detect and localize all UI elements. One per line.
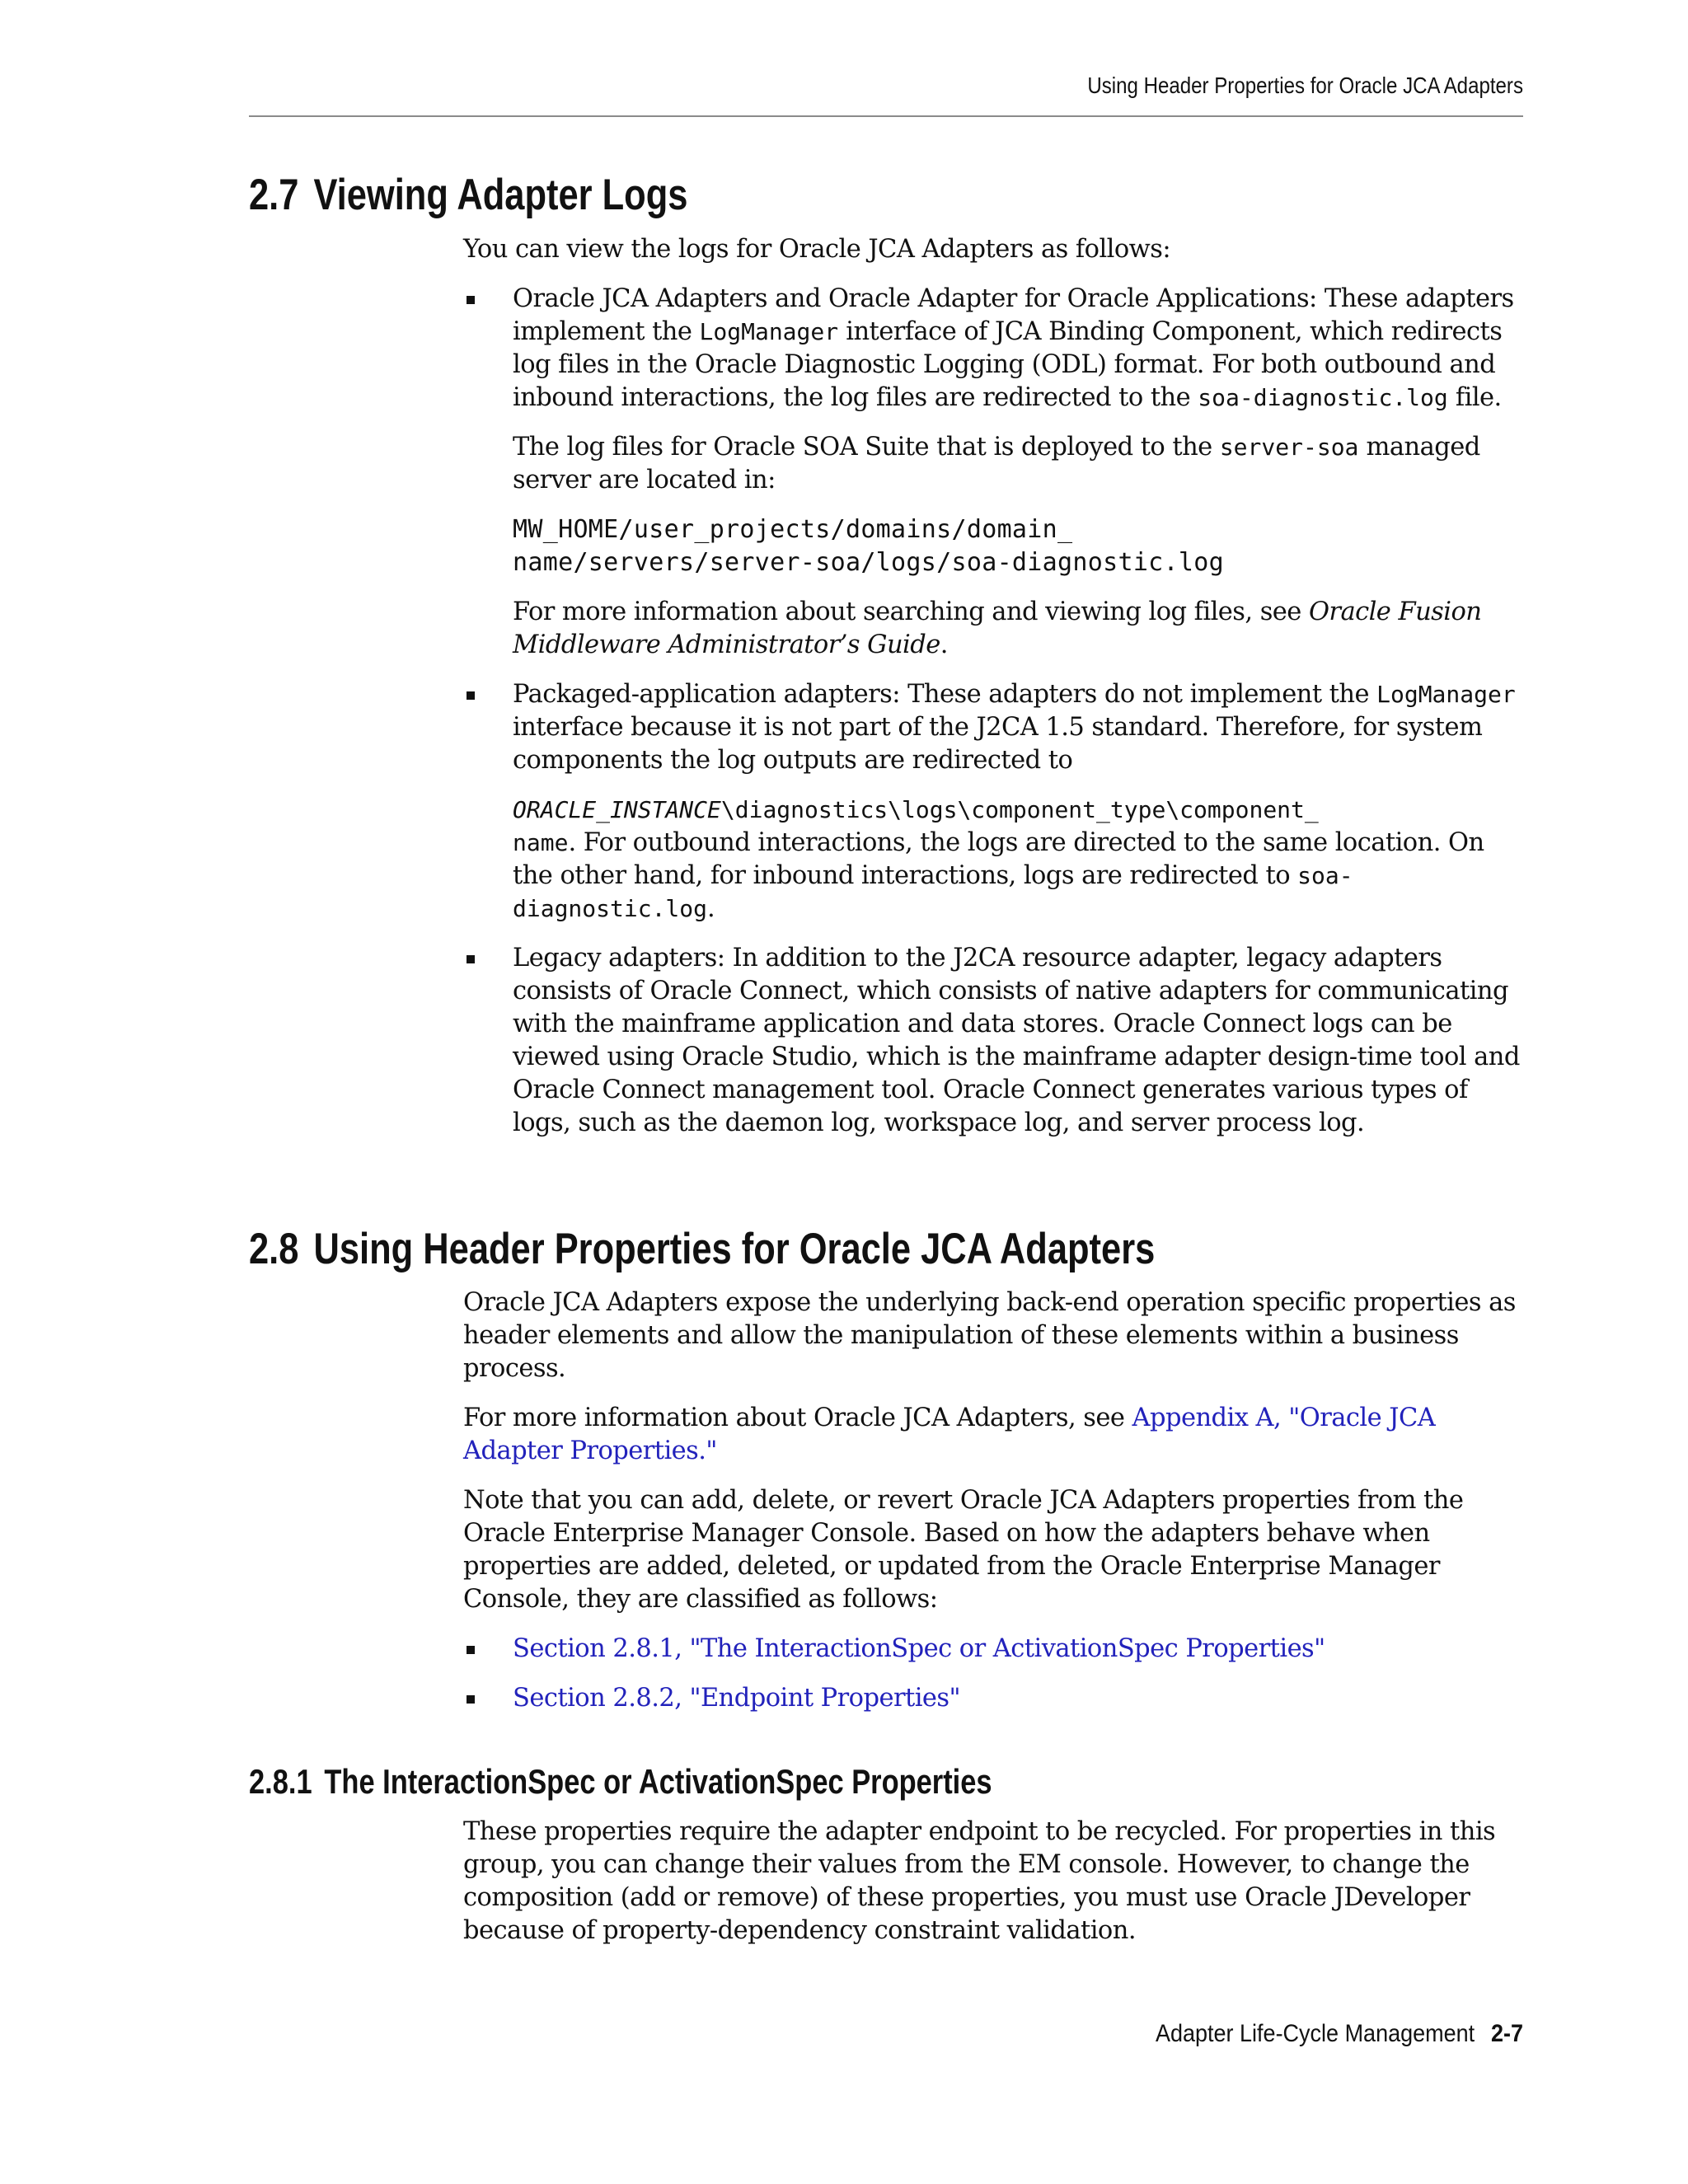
code-oracle-instance: ORACLE_INSTANCE	[513, 796, 721, 823]
section-title: Viewing Adapter Logs	[313, 171, 688, 219]
code-logmanager: LogManager	[1376, 681, 1516, 708]
log-location-paragraph: The log files for Oracle SOA Suite that is deployed to the server-soa managed server are located in:	[513, 433, 1480, 494]
section-2-8-1-link[interactable]: Section 2.8.1, "The InteractionSpec or ActivationSpec Properties"	[513, 1634, 1325, 1663]
code-diagnostics-path: \diagnostics\logs\component_type\component_	[720, 796, 1319, 823]
section-number: 2.7	[249, 171, 299, 219]
section-heading-2-8-1	[249, 1760, 992, 1803]
section-2-8-body	[463, 1286, 1526, 1732]
list-item	[463, 678, 1526, 926]
section-2-8-1-body	[463, 1816, 1526, 1964]
more-info-paragraph: For more information about searching and viewing log files, see Oracle Fusion Middleware Administrator’s Guide.	[513, 598, 1482, 659]
code-soa-diagnostic-log: soa-diagnostic.log	[1198, 384, 1448, 411]
list-item	[463, 1633, 1526, 1666]
code-name: name	[513, 829, 569, 856]
bullet-icon	[467, 691, 475, 700]
paragraph: These properties require the adapter endpoint to be recycled. For properties in this group, you can change their values from the EM console. However, to change the composition (add or remove) of these properties, you must use Oracle JDeveloper because of property-dependency constraint validation.	[463, 1817, 1496, 1945]
list-item-text: Packaged-application adapters: These adapters do not implement the LogManager interface because it is not part of the J2CA 1.5 standard. Therefore, for system components the log outputs are redirected to	[513, 680, 1516, 775]
page-number: 2-7	[1490, 2020, 1523, 2047]
code-server-soa: server-soa	[1219, 434, 1359, 461]
paragraph: For more information about Oracle JCA Adapters, see Appendix A, "Oracle JCA Adapter Properties."	[463, 1404, 1436, 1465]
guide-title: Oracle Fusion Middleware Administrator’s Guide	[513, 598, 1482, 659]
section-title: Using Header Properties for Oracle JCA Adapters	[313, 1225, 1156, 1273]
log-types-list	[463, 283, 1526, 1140]
section-number: 2.8.1	[249, 1762, 312, 1801]
header-rule	[249, 115, 1523, 117]
section-heading-2-8	[249, 1223, 1155, 1276]
section-title: The InteractionSpec or ActivationSpec Properties	[324, 1762, 992, 1801]
bullet-icon	[467, 955, 475, 963]
code-logmanager: LogManager	[699, 318, 839, 345]
list-item-text: Oracle JCA Adapters and Oracle Adapter for Oracle Applications: These adapters implement the LogManager interface of JCA Binding Component, which redirects log files in the Oracle Diagnostic Logging (ODL) format. For both outbound and inbound interactions, the log files are redirected to the soa-diagnostic.log file.	[513, 284, 1514, 412]
section-2-8-2-link[interactable]: Section 2.8.2, "Endpoint Properties"	[513, 1684, 960, 1713]
running-header: Using Header Properties for Oracle JCA Adapters	[1087, 73, 1523, 98]
section-heading-2-7	[249, 169, 687, 222]
list-item-text: Legacy adapters: In addition to the J2CA resource adapter, legacy adapters consists of Oracle Connect, which consists of native adapters for communicating with the mainframe application and data stores. Oracle Connect logs can be viewed using Oracle Studio, which is the mainframe adapter design-time tool and Oracle Connect management tool. Oracle Connect generates various types of logs, such as the daemon log, workspace log, and server process log.	[513, 944, 1520, 1137]
log-path-codeblock	[513, 513, 1526, 579]
bullet-icon	[467, 296, 475, 304]
instance-path-paragraph: ORACLE_INSTANCE\diagnostics\logs\component_type\component_ name. For outbound interactions, the logs are directed to the same location. On the other hand, for inbound interactions, logs are redirected to soa-diagnostic.log.	[513, 796, 1484, 923]
paragraph: Oracle JCA Adapters expose the underlying back-end operation specific properties as header elements and allow the manipulation of these elements within a business process.	[463, 1288, 1516, 1383]
code-line: name/servers/server-soa/logs/soa-diagnostic.log	[513, 548, 1224, 577]
list-item	[463, 283, 1526, 662]
footer-title: Adapter Life-Cycle Management	[1155, 2020, 1475, 2047]
paragraph: Note that you can add, delete, or revert Oracle JCA Adapters properties from the Oracle Enterprise Manager Console. Based on how the adapters behave when properties are added, deleted, or updated from the Oracle Enterprise Manager Console, they are classified as follows:	[463, 1486, 1464, 1614]
appendix-a-link[interactable]: Appendix A, "Oracle JCA Adapter Properties."	[463, 1404, 1436, 1465]
code-soa-diagnostic-log: soa-diagnostic.log	[513, 862, 1353, 922]
section-number: 2.8	[249, 1225, 299, 1273]
property-sections-list	[463, 1633, 1526, 1715]
page-footer	[377, 2018, 1523, 2050]
list-item	[463, 942, 1526, 1140]
section-2-7-body	[463, 233, 1526, 1156]
bullet-icon	[467, 1695, 475, 1704]
code-line: MW_HOME/user_projects/domains/domain_	[513, 515, 1073, 544]
intro-paragraph: You can view the logs for Oracle JCA Adapters as follows:	[463, 235, 1171, 264]
bullet-icon	[467, 1646, 475, 1654]
list-item	[463, 1682, 1526, 1715]
